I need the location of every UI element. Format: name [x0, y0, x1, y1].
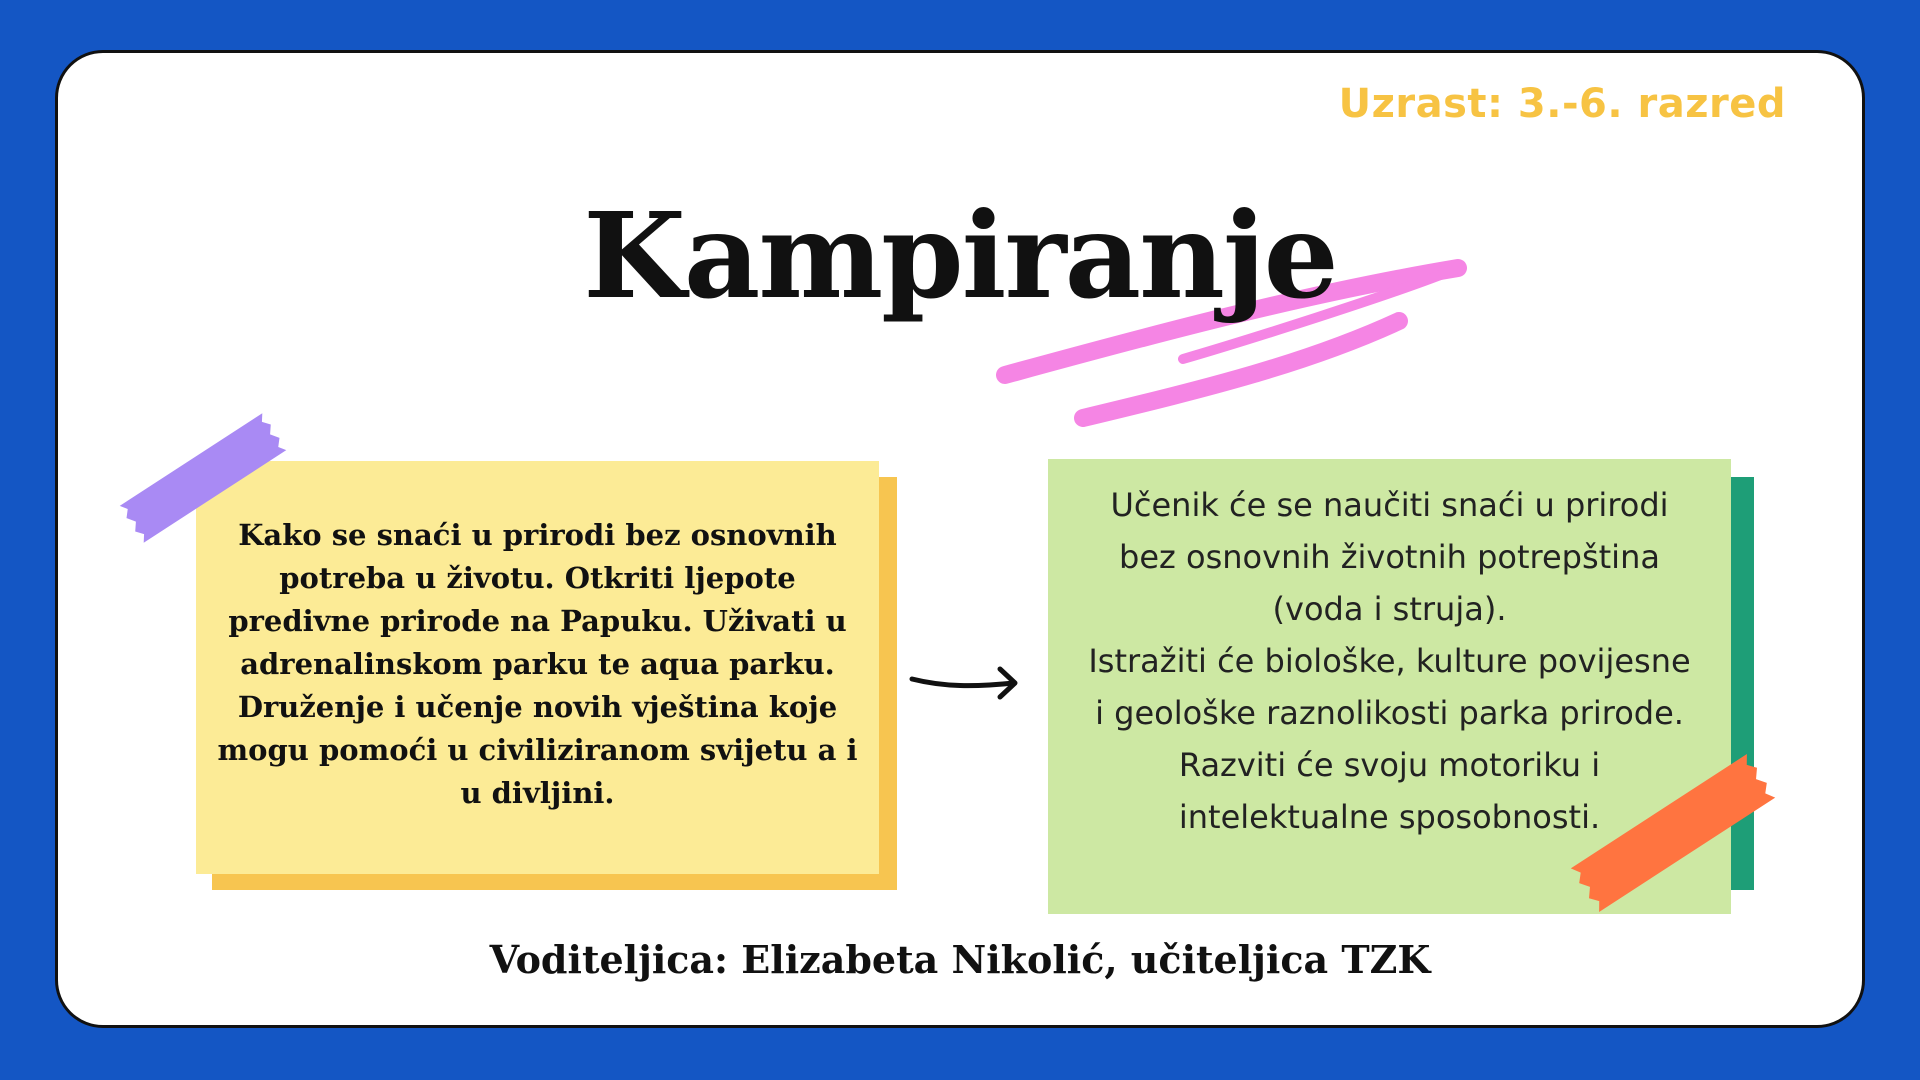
page-title: Kampiranje: [583, 186, 1337, 325]
left-note-text: Kako se snaći u prirodi bez osnovnih potreba u životu. Otkriti ljepote predivne prirode na Papuku. Uživati u adrenalinskom parku te aqua parku. Druženje i učenje novih vještina koje mogu pomoći u civiliziranom svijetu a i u divljini.: [217, 518, 858, 810]
right-note-text: Učenik će se naučiti snaći u prirodi bez osnovnih životnih potrepština (voda i struja). Istražiti će biološke, kulture povijesne i geološke raznolikosti parka prirode. Razviti će svoju motoriku i intelektualne sposobnosti.: [1088, 486, 1691, 836]
age-label: Uzrast: 3.-6. razred: [1338, 81, 1786, 127]
footer-leader: Voditeljica: Elizabeta Nikolić, učiteljica TZK: [489, 937, 1431, 982]
slide-card: [55, 50, 1865, 1028]
